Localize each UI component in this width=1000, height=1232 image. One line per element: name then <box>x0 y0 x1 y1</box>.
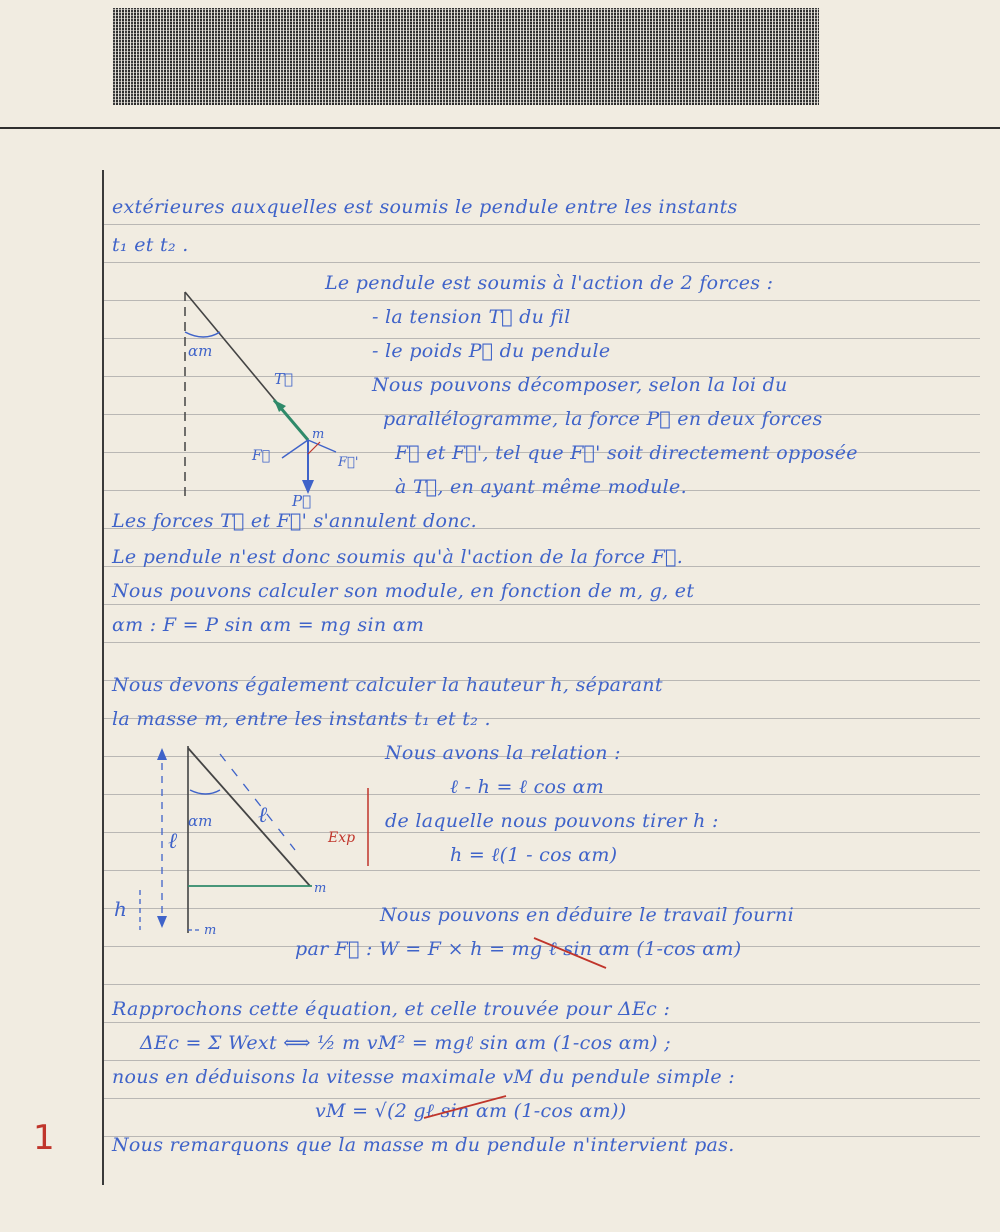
angle-label: αm <box>188 812 213 830</box>
ruled-line <box>104 1060 980 1061</box>
vertical-length-label: ℓ <box>168 829 178 854</box>
ruled-line <box>104 1022 980 1023</box>
text-line: Nous avons la relation : <box>385 742 621 764</box>
height-label: h <box>114 897 127 921</box>
string-length-label: ℓ <box>258 803 268 828</box>
text-line: Nous pouvons décomposer, selon la loi du <box>372 374 788 396</box>
text-line: vM = √(2 gℓ sin αm (1-cos αm)) <box>315 1100 627 1122</box>
tension-label: T⃗ <box>274 370 294 388</box>
page-number: 1 <box>33 1118 55 1158</box>
pendulum-height-diagram <box>110 738 380 943</box>
mass-label: m <box>312 427 325 442</box>
ruled-line <box>104 604 980 605</box>
strike-out-mark <box>530 932 610 972</box>
text-line: t₁ et t₂ . <box>112 234 189 256</box>
text-line: Le pendule est soumis à l'action de 2 forces : <box>325 272 774 294</box>
text-line: αm : F = P sin αm = mg sin αm <box>112 614 425 636</box>
text-line: Rapprochons cette équation, et celle trouvée pour ΔEc : <box>112 998 671 1020</box>
ruled-line <box>104 642 980 643</box>
ruled-line <box>104 984 980 985</box>
text-line: - le poids P⃗ du pendule <box>372 340 611 362</box>
ruled-line <box>104 262 980 263</box>
force-f-prime-label: F⃗' <box>338 455 359 470</box>
text-line: Nous pouvons en déduire le travail fourni <box>380 904 794 926</box>
text-line: Nous pouvons calculer son module, en fonction de m, g, et <box>112 580 695 602</box>
text-line: - la tension T⃗ du fil <box>372 306 571 328</box>
text-line: Nous remarquons que la masse m du pendule n'intervient pas. <box>112 1134 735 1156</box>
angle-label: αm <box>188 342 213 360</box>
ruled-line <box>104 224 980 225</box>
force-f-label: F⃗ <box>252 448 271 464</box>
weight-label: P⃗ <box>292 492 312 510</box>
text-line: de laquelle nous pouvons tirer h : <box>385 810 719 832</box>
text-line: la masse m, entre les instants t₁ et t₂ . <box>112 708 491 730</box>
text-line: par F⃗ : W = F × h = mg ℓ sin αm (1-cos αm) <box>295 938 742 960</box>
text-line: h = ℓ(1 - cos αm) <box>450 844 618 866</box>
ruled-line <box>104 1098 980 1099</box>
text-line: F⃗ et F⃗', tel que F⃗' soit directement opposée <box>395 442 858 464</box>
mass-label-right: m <box>314 881 327 896</box>
text-line: parallélogramme, la force P⃗ en deux forces <box>383 408 823 430</box>
text-line: nous en déduisons la vitesse maximale vM du pendule simple : <box>112 1066 735 1088</box>
text-line: ℓ - h = ℓ cos αm <box>450 776 605 798</box>
text-line: extérieures auxquelles est soumis le pendule entre les instants <box>112 196 738 218</box>
scan-header-barcode <box>113 8 819 105</box>
header-rule <box>0 127 1000 129</box>
text-line: à T⃗, en ayant même module. <box>395 476 687 498</box>
mass-label-bottom: m <box>204 923 217 938</box>
text-line: Nous devons également calculer la hauteur h, séparant <box>112 674 663 696</box>
pendulum-forces-diagram <box>160 280 370 510</box>
text-line: Les forces T⃗ et F⃗' s'annulent donc. <box>112 510 478 532</box>
margin-line <box>102 170 104 1185</box>
margin-note: Exp <box>328 830 356 846</box>
text-line: Le pendule n'est donc soumis qu'à l'action de la force F⃗. <box>112 546 684 568</box>
strike-out-mark <box>420 1092 510 1122</box>
text-line: ΔEc = Σ Wext ⟺ ½ m vM² = mgℓ sin αm (1-cos αm) ; <box>140 1032 671 1054</box>
